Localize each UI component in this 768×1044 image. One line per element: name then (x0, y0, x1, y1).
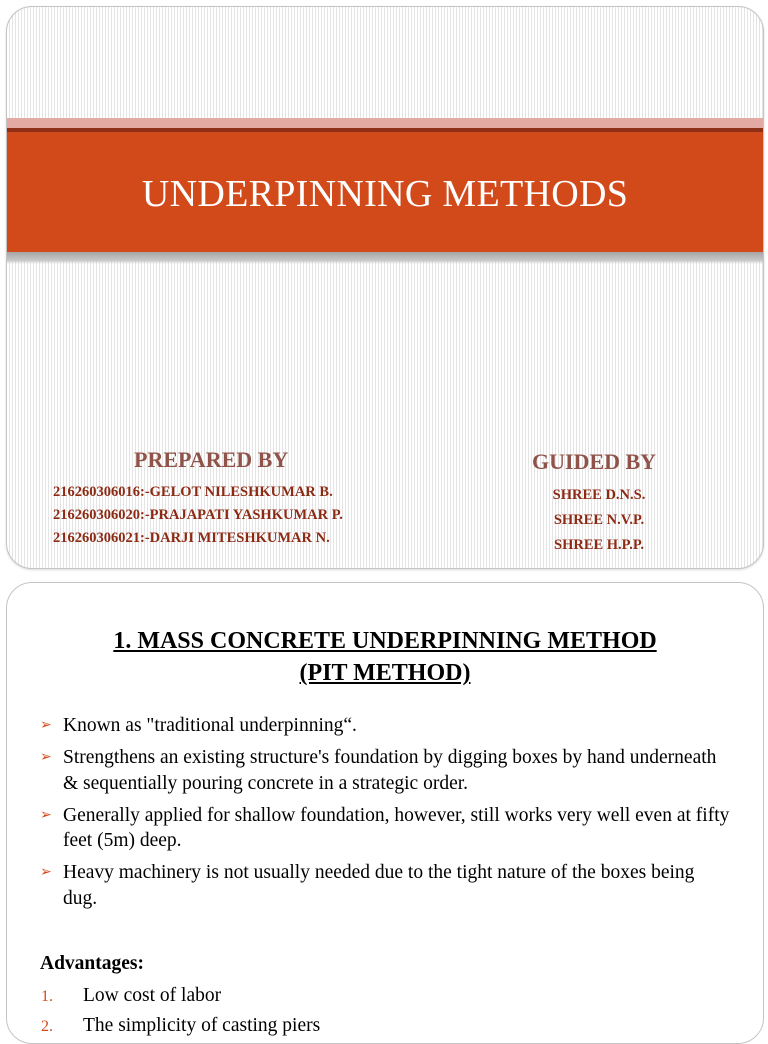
advantage-text: Low cost of labor (83, 985, 222, 1006)
bullet-text: Strengthens an existing structure's foundation by digging boxes by hand underneath & sequentially pouring concrete in a strategic order. (63, 747, 717, 794)
student-item: 216260306016:-GELOT NILESHKUMAR B. (53, 484, 333, 500)
bullet-text: Known as "traditional underpinning“. (63, 715, 357, 736)
advantage-text: The simplicity of casting piers (83, 1015, 321, 1036)
list-number: 1. (41, 988, 53, 1005)
slide-heading (7, 625, 763, 689)
arrow-bullet-icon: ➢ (40, 806, 52, 823)
guide-item: SHREE H.P.P. (554, 537, 644, 553)
bullet-item (40, 860, 730, 911)
title-slide (6, 6, 764, 569)
arrow-bullet-icon: ➢ (40, 749, 52, 765)
bullet-list (40, 713, 730, 918)
arrow-bullet-icon: ➢ (40, 717, 52, 733)
prepared-by-heading: PREPARED BY (134, 447, 289, 472)
bullet-item (40, 803, 730, 854)
guide-item: SHREE N.V.P. (553, 512, 645, 528)
bullet-text: Heavy machinery is not usually needed due to the tight nature of the boxes being dug. (63, 862, 695, 909)
guided-by-heading: GUIDED BY (532, 449, 657, 474)
bullet-item (40, 745, 730, 796)
presentation-title: UNDERPINNING METHODS (141, 173, 629, 215)
bullet-item (40, 713, 730, 739)
shadow-strip (7, 252, 763, 264)
arrow-bullet-icon: ➢ (40, 864, 52, 880)
content-slide (6, 582, 764, 1044)
slide-heading-line1: 1. MASS CONCRETE UNDERPINNING METHOD (113, 628, 657, 654)
advantage-item (40, 983, 320, 1009)
guide-list (537, 483, 661, 558)
bullet-text: Generally applied for shallow foundation, however, still works very well even at fifty feet (5m) deep. (63, 804, 730, 851)
advantages-list (40, 983, 320, 1043)
slide-heading-line2: (PIT METHOD) (299, 660, 471, 686)
guide-item: SHREE D.N.S. (552, 487, 646, 503)
student-list (53, 481, 343, 550)
list-number: 2. (41, 1018, 53, 1035)
advantages-heading: Advantages: (40, 953, 145, 974)
student-item: 216260306020:-PRAJAPATI YASHKUMAR P. (53, 507, 343, 523)
advantage-item (40, 1013, 320, 1039)
title-band (7, 132, 763, 252)
student-item: 216260306021:-DARJI MITESHKUMAR N. (53, 530, 330, 546)
accent-strip (7, 118, 763, 128)
